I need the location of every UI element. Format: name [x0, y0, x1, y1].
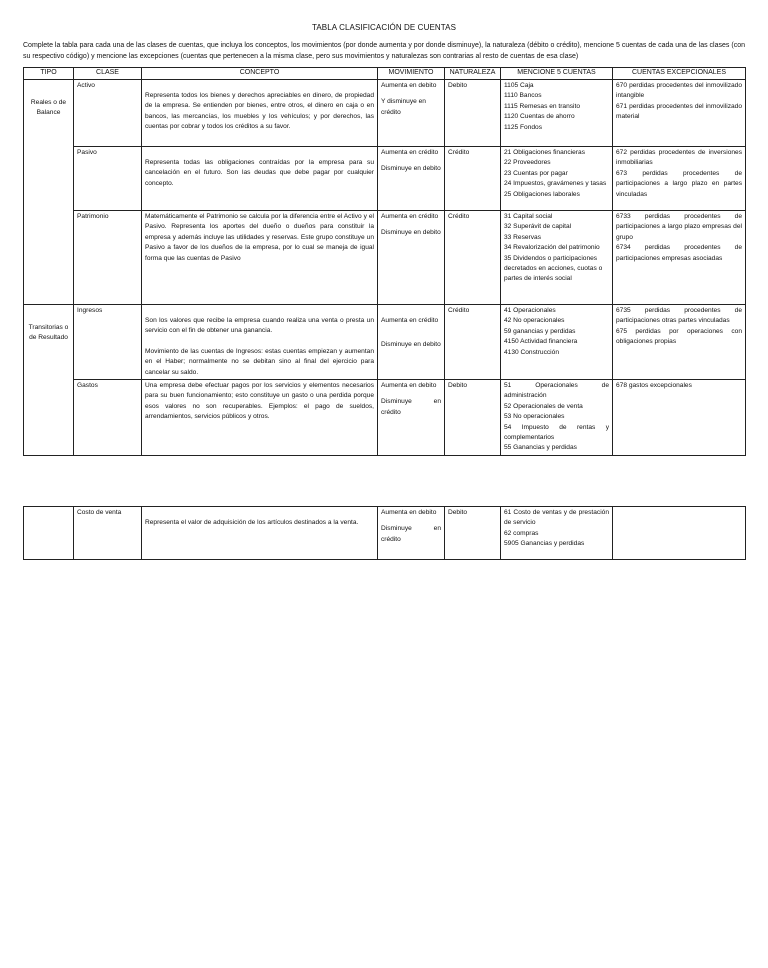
header-excepcionales: CUENTAS EXCEPCIONALES: [613, 68, 746, 80]
concepto-text: Son los valores que recibe la empresa cuando realiza una venta o presta un servicio con el fin de obtener una ganancia.: [145, 317, 374, 335]
excepcion-item: 675 perdidas por operaciones con obligaciones propias: [616, 327, 742, 346]
excepcion-item: 6734 perdidas procedentes de participaciones empresas asociadas: [616, 244, 742, 262]
cuenta-item: 52 Operacionales de venta: [504, 402, 583, 410]
clase-cell: Gastos: [74, 380, 142, 456]
cuenta-item: 41 Operacionales: [504, 307, 556, 314]
excepcion-item: 673 perdidas procedentes de participaciones a largo plazo en partes vinculadas: [616, 169, 742, 198]
movimiento-disminuye: Disminuye en debito: [381, 165, 441, 173]
table-row: [24, 211, 746, 305]
movimiento-disminuye: Disminuye en debito: [381, 341, 441, 349]
naturaleza-cell: Debito: [445, 380, 501, 456]
movimiento-aumenta: Aumenta en debito: [381, 509, 437, 516]
cuentas-cell: [501, 380, 613, 456]
excepcion-item: 678 gastos excepcionales: [616, 382, 692, 390]
excepcion-item: 6735 perdidas procedentes de participaciones otras partes vinculadas: [616, 307, 742, 325]
cuenta-item: 5905 Ganancias y perdidas: [504, 540, 585, 548]
cuenta-item: 42 No operacionales: [504, 317, 565, 325]
cuenta-item: 53 No operacionales: [504, 413, 565, 421]
naturaleza-cell: Debito: [445, 507, 501, 560]
cuenta-item: 1110 Bancos: [504, 92, 542, 100]
cuenta-item: 1125 Fondos: [504, 123, 543, 131]
cuentas-cell: [501, 147, 613, 211]
excepcion-item: 672 perdidas procedentes de inversiones inmobiliarias: [616, 149, 742, 167]
cuenta-item: 59 ganancias y perdidas: [504, 327, 576, 335]
tipo-transitorias: Transitorias o de Resultado: [24, 305, 74, 456]
table-row: [24, 380, 746, 456]
concepto-cell: Una empresa debe efectuar pagos por los servicios y elementos necesarios para su buen funcionamiento; esto constituye un gasto o una perdida porque esos valores no son recuperables. Ejemplos: el pago de sueldos, arrendamientos, servicios públicos y otros.: [142, 380, 378, 456]
clase-cell: Patrimonio: [74, 211, 142, 305]
cuenta-item: 55 Ganancias y perdidas: [504, 444, 577, 452]
concepto-cell: [142, 507, 378, 560]
naturaleza-cell: Debito: [445, 80, 501, 147]
concepto-text: Representa todos los bienes y derechos apreciables en dinero, de propiedad de la empresa. Se entienden por bienes, entre otros, el dinero en caja o en bancos, las mercancías, los muebles y los vehículos; y por derechos, las cuentas por cobrar y todos los créditos a su favor.: [145, 92, 374, 131]
table-row: [24, 147, 746, 211]
concepto-cell: [142, 80, 378, 147]
cuenta-item: 54 Impuesto de rentas y complementarios: [504, 423, 609, 442]
movimiento-cell: [378, 211, 445, 305]
cuenta-item: 32 Superávit de capital: [504, 223, 572, 231]
cuenta-item: 25 Obligaciones laborales: [504, 190, 580, 198]
clase-cell: Ingresos: [74, 305, 142, 380]
table-row: [24, 305, 746, 380]
cuenta-item: 31 Capital social: [504, 213, 553, 220]
cuenta-item: 62 compras: [504, 529, 539, 537]
cuentas-cell: [501, 80, 613, 147]
header-cuentas: MENCIONE 5 CUENTAS: [501, 68, 613, 80]
movimiento-cell: [378, 380, 445, 456]
concepto-text: Representa el valor de adquisición de los artículos destinados a la venta.: [145, 519, 359, 526]
cuenta-item: 4130 Construcción: [504, 348, 559, 356]
movimiento-aumenta: Aumenta en crédito: [381, 317, 439, 324]
document-title: TABLA CLASIFICACIÓN DE CUENTAS: [311, 23, 457, 32]
cuenta-item: 24 Impuestos, gravámenes y tasas: [504, 180, 607, 188]
excepcion-item: 6733 perdidas procedentes de participaciones a largo plazo empresas del grupo: [616, 213, 742, 241]
movimiento-cell: [378, 147, 445, 211]
excepcionales-cell: [613, 147, 746, 211]
cuenta-item: 1120 Cuentas de ahorro: [504, 113, 575, 121]
classification-table: [23, 67, 746, 456]
movimiento-disminuye: Disminuye en debito: [381, 229, 441, 237]
cuenta-item: 1105 Caja: [504, 82, 534, 89]
excepcionales-cell: [613, 305, 746, 380]
table-row: [24, 507, 746, 560]
tipo-reales: Reales o de Balance: [24, 80, 74, 305]
table-row: [24, 80, 746, 147]
excepcionales-cell: [613, 507, 746, 560]
costo-venta-table: [23, 506, 746, 560]
cuenta-item: 51 Operacionales de administración: [504, 382, 609, 400]
movimiento-aumenta: Aumenta en debito: [381, 382, 437, 390]
movimiento-cell: [378, 507, 445, 560]
header-clase: CLASE: [74, 68, 142, 80]
movimiento-disminuye: Disminuye en crédito: [381, 525, 441, 543]
concepto-cell: [142, 305, 378, 380]
cuenta-item: 23 Cuentas por pagar: [504, 169, 568, 177]
instructions-paragraph: Complete la tabla para cada una de las clases de cuentas, que incluya los conceptos, los movimientos (por donde aumenta y por donde disminuye), la naturaleza (débito o crédito), mencione 5 cuentas de cada una de las clases (con su respectivo código) y mencione las excepciones (cuentas que pertenecen a la misma clase, pero sus movimientos y naturalezas son contrarias al resto de cuentas de esa clase): [23, 42, 745, 60]
cuenta-item: 61 Costo de ventas y de prestación de servicio: [504, 509, 609, 527]
cuentas-cell: [501, 507, 613, 560]
header-row: [24, 68, 746, 80]
header-movimiento: MOVIMIENTO: [378, 68, 445, 80]
excepcionales-cell: [613, 80, 746, 147]
cuenta-item: 34 Revalorización del patrimonio: [504, 244, 600, 252]
header-concepto: CONCEPTO: [142, 68, 378, 80]
movimiento-cell: [378, 305, 445, 380]
naturaleza-cell: Crédito: [445, 147, 501, 211]
header-naturaleza: NATURALEZA: [445, 68, 501, 80]
header-tipo: TIPO: [24, 68, 74, 80]
clase-cell: Activo: [74, 80, 142, 147]
cuenta-item: 1115 Remesas en transito: [504, 102, 580, 110]
movimiento-aumenta: Aumenta en crédito: [381, 213, 439, 220]
movimiento-disminuye: Y disminuye en crédito: [381, 98, 426, 116]
concepto-movimiento-text: Movimiento de las cuentas de Ingresos: estas cuentas empiezan y aumentan en el Haber; normalmente no se debitan sino al final del ejercicio para cancelar su saldo.: [145, 347, 374, 376]
excepcionales-cell: [613, 380, 746, 456]
naturaleza-cell: Crédito: [445, 211, 501, 305]
excepcion-item: 670 perdidas procedentes del inmovilizado intangible: [616, 82, 742, 100]
tipo-cell: [24, 507, 74, 560]
excepcion-item: 671 perdidas procedentes del inmovilizado material: [616, 102, 742, 121]
excepcionales-cell: [613, 211, 746, 305]
cuenta-item: 33 Reservas: [504, 233, 542, 241]
cuenta-item: 21 Obligaciones financieras: [504, 149, 586, 156]
movimiento-aumenta: Aumenta en debito: [381, 82, 437, 89]
cuentas-cell: [501, 211, 613, 305]
clase-cell: Costo de venta: [74, 507, 142, 560]
concepto-text: Representa todas las obligaciones contraídas por la empresa para su cancelación en el futuro. Son las deudas que debe pagar por cualquier concepto.: [145, 159, 374, 187]
cuenta-item: 4150 Actividad financiera: [504, 338, 578, 346]
movimiento-aumenta: Aumenta en crédito: [381, 149, 439, 156]
concepto-cell: [142, 147, 378, 211]
naturaleza-cell: Crédito: [445, 305, 501, 380]
cuenta-item: 35 Dividendos o participaciones decretados en acciones, cuotas o partes de interés social: [504, 254, 603, 283]
movimiento-disminuye: Disminuye en crédito: [381, 398, 441, 416]
cuentas-cell: [501, 305, 613, 380]
movimiento-cell: [378, 80, 445, 147]
concepto-cell: Matemáticamente el Patrimonio se calcula por la diferencia entre el Activo y el Pasivo. Representa los aportes del dueño o dueños para constituir la empresa y además incluye las utilidades y reservas. Este grupo constituye un Pasivo a favor de los dueños de la empresa, por lo cual se maneja de igual forma que las cuentas de Pasivo: [142, 211, 378, 305]
clase-cell: Pasivo: [74, 147, 142, 211]
cuenta-item: 22 Proveedores: [504, 159, 551, 167]
